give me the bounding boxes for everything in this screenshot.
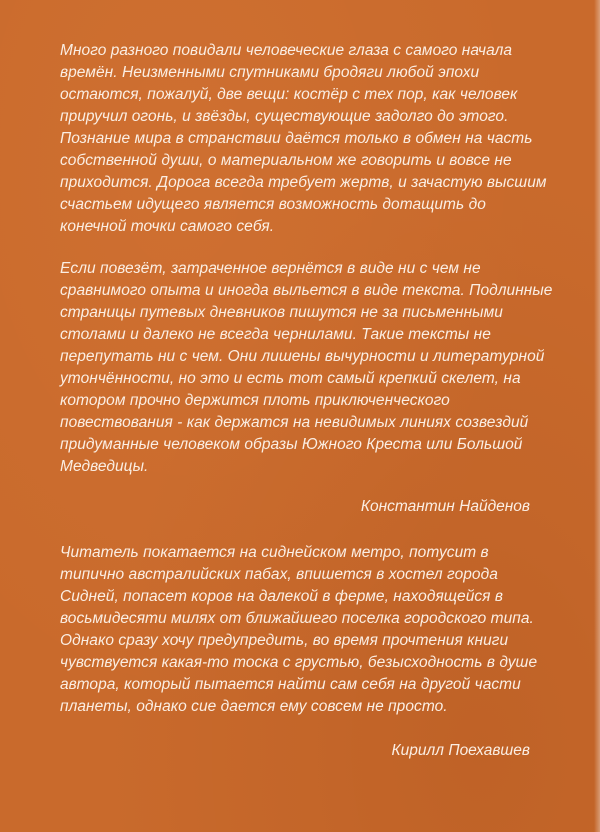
text-line: страницы путевых дневников пишутся не за письменными: [60, 304, 503, 321]
text-line: Читатель покатается на сиднейском метро, потусит в: [60, 544, 489, 561]
text-line: придуманные человеком образы Южного Креста или Большой: [60, 436, 523, 453]
text-line: сравнимого опыта и иногда выльется в виде текста. Подлинные: [60, 282, 553, 299]
text-line: столами и далеко не всегда чернилами. Такие тексты не: [60, 326, 491, 343]
text-line: чувствуется какая-то тоска с грустью, безысходность в душе: [60, 654, 538, 671]
text-line: счастьем идущего является возможность дотащить до: [60, 196, 486, 213]
page-edge-highlight: [594, 0, 600, 832]
text-line: восьмидесяти милях от ближайшего поселка городского типа.: [60, 610, 534, 627]
text-line: приходится. Дорога всегда требует жертв, и зачастую высшим: [60, 174, 547, 191]
text-line: остаются, пожалуй, две вещи: костёр с тех пор, как человек: [60, 86, 518, 103]
text-line: Однако сразу хочу предупредить, во время прочтения книги: [60, 632, 509, 649]
text-line: перепутать ни с чем. Они лишены вычурности и литературной: [60, 348, 545, 365]
text-line: типично австралийских пабах, впишется в хостел города: [60, 566, 498, 583]
text-line: Медведицы.: [60, 458, 149, 475]
author-signature-1: Константин Найденов: [360, 498, 530, 515]
text-line: котором прочно держится плоть приключенческого: [60, 392, 450, 409]
quote-paragraph-1: [60, 40, 547, 238]
text-line: времён. Неизменными спутниками бродяги любой эпохи: [60, 64, 480, 81]
text-line: конечной точки самого себя.: [60, 218, 275, 235]
text-line: автора, который пытается найти сам себя на другой части: [60, 676, 521, 693]
text-line: утончённости, но это и есть тот самый крепкий скелет, на: [60, 370, 521, 387]
text-line: повествования - как держатся на невидимых линиях созвездий: [60, 414, 529, 431]
quote-paragraph-2: [60, 258, 553, 478]
review-paragraph: [60, 542, 540, 718]
text-line: собственной души, о материальном же говорить и вовсе не: [60, 152, 512, 169]
text-line: Много разного повидали человеческие глаза с самого начала: [60, 42, 513, 59]
text-line: приручил огонь, и звёзды, существующие задолго до этого.: [60, 108, 509, 125]
author-signature-2: Кирилл Поехавшев: [391, 742, 530, 759]
text-line: планеты, однако сие дается ему совсем не просто.: [60, 698, 448, 715]
text-line: Познание мира в странствии даётся только в обмен на часть: [60, 130, 533, 147]
text-line: Сидней, попасет коров на далекой в ферме, находящейся в: [60, 588, 504, 605]
text-line: Если повезёт, затраченное вернётся в виде ни с чем не: [60, 260, 481, 277]
